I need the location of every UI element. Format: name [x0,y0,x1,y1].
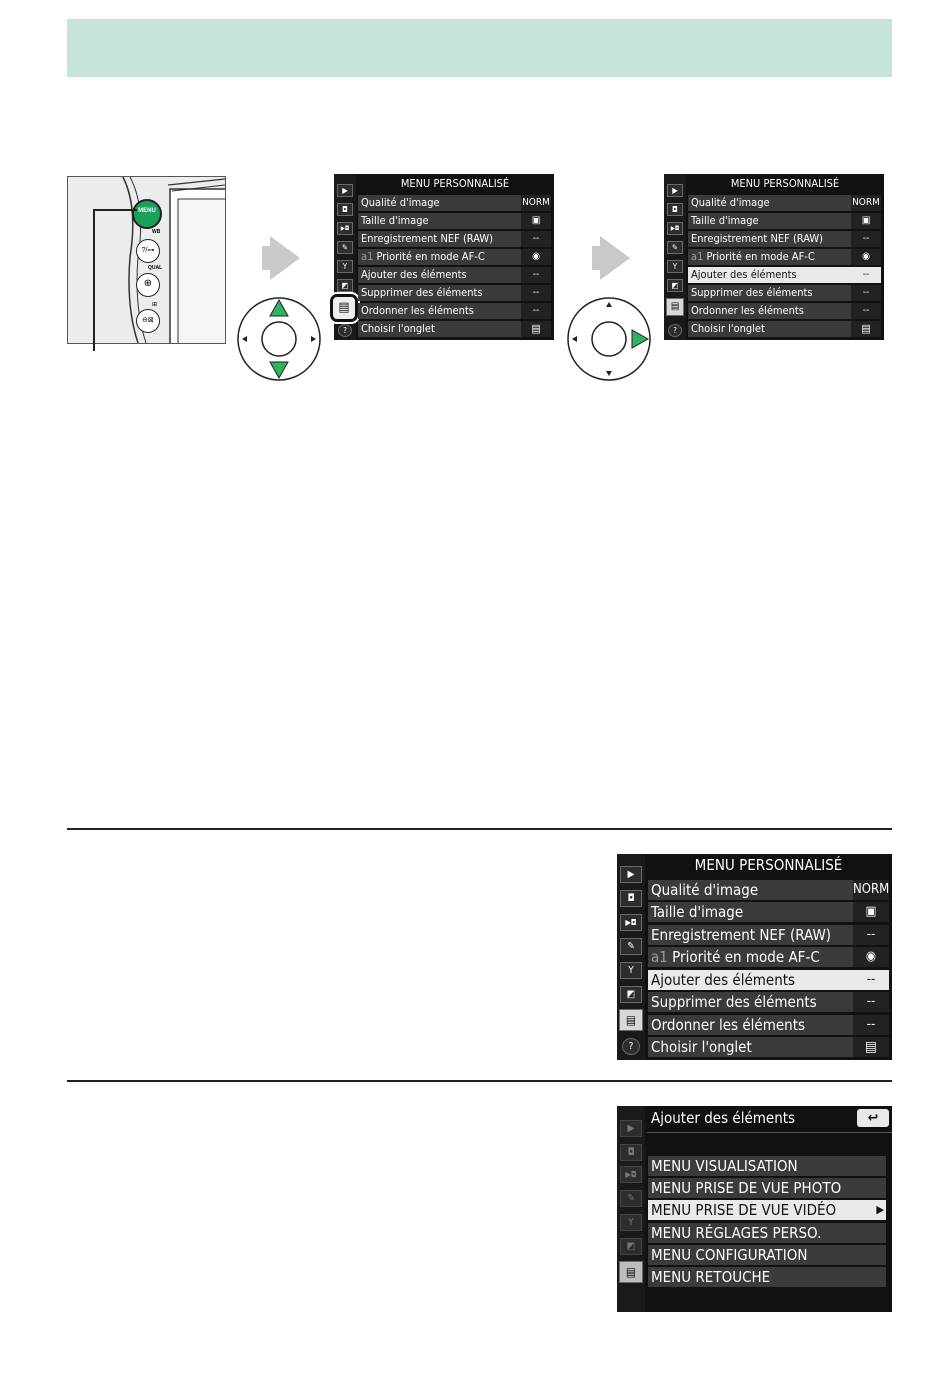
menu-row-nef-recording[interactable] [688,231,881,247]
row-label: MENU PRISE DE VUE PHOTO [651,1179,842,1197]
menu-row-image-size[interactable] [358,213,551,229]
menu-row-rank-items[interactable] [688,303,881,319]
afc-priority-icon: ◉ [851,249,881,265]
leader-line-horizontal [93,209,137,211]
row-label: Ordonner les éléments [651,1016,806,1034]
row-label: Ajouter des éléments [691,268,797,281]
menu-row-nef-recording[interactable] [648,925,889,945]
add-item-movie-shooting-menu-selected[interactable] [648,1200,886,1220]
row-value: -- [851,303,881,319]
row-label: Taille d'image [361,214,429,227]
my-menu-tab-icon[interactable]: ▤ [619,1009,643,1031]
row-label: Supprimer des éléments [691,286,813,299]
photo-tab-icon[interactable]: ◘ [337,203,353,216]
retouch-tab-icon[interactable]: ◩ [620,986,642,1003]
custom-settings-tab-icon[interactable]: ✎ [337,241,353,254]
row-value: NORM [853,880,889,900]
add-item-setup-menu[interactable] [648,1245,886,1265]
menu-screen-2 [664,174,884,340]
menu-screen-3 [617,854,892,1060]
row-label: Priorité en mode AF-C [672,948,820,966]
row-prefix: a1 [651,948,668,966]
menu-row-choose-tab[interactable] [648,1037,889,1057]
row-label: Qualité d'image [361,196,440,209]
afc-priority-icon: ◉ [853,947,889,967]
menu-row-image-quality[interactable] [688,195,881,211]
photo-tab-icon[interactable]: ◘ [667,203,683,216]
row-value: -- [521,231,551,247]
section-divider-2 [67,1080,892,1082]
add-items-screen [617,1106,892,1312]
add-item-photo-shooting-menu[interactable] [648,1178,886,1198]
arrow-1-icon [270,236,300,280]
section-divider-1 [67,828,892,830]
row-value: -- [851,231,881,247]
movie-tab-icon[interactable]: ▶◘ [620,1166,642,1183]
menu-title: MENU PERSONNALISÉ [730,177,840,190]
choose-tab-icon: ▤ [521,321,551,337]
row-label: Choisir l'onglet [651,1038,752,1056]
afc-priority-icon: ◉ [521,249,551,265]
movie-tab-icon[interactable]: ▶◘ [620,914,642,931]
menu-row-image-size[interactable] [648,902,889,922]
protect-help-label: ?/⊶ [141,247,155,254]
menu-row-nef-recording[interactable] [358,231,551,247]
movie-tab-icon[interactable]: ▶◘ [337,222,353,235]
qual-label: QUAL [148,265,163,271]
retouch-tab-icon[interactable]: ◩ [620,1238,642,1255]
row-value: -- [851,285,881,301]
row-label: MENU RETOUCHE [651,1268,771,1286]
menu-button-label: MENU [138,208,156,214]
help-icon[interactable]: ? [622,1038,640,1055]
menu-row-add-items-selected[interactable] [648,970,889,990]
menu-row-remove-items[interactable] [648,992,889,1012]
menu-row-choose-tab[interactable] [688,321,881,337]
menu-row-add-items[interactable] [358,267,551,283]
row-prefix: a1 [361,250,374,263]
add-item-playback-menu[interactable] [648,1156,886,1176]
row-label: Taille d'image [691,214,759,227]
row-label: Supprimer des éléments [651,993,817,1011]
help-icon[interactable]: ? [668,324,682,337]
setup-tab-icon[interactable]: Y [667,260,683,273]
image-size-icon: ▣ [521,213,551,229]
add-item-custom-settings-menu[interactable] [648,1223,886,1243]
row-value: -- [521,303,551,319]
submenu-arrow-icon: ▶ [876,1203,884,1216]
row-label: Ordonner les éléments [691,304,804,317]
custom-settings-tab-icon[interactable]: ✎ [620,1190,642,1207]
help-icon[interactable]: ? [338,324,352,337]
menu-row-afc-priority[interactable] [688,249,881,265]
multi-selector-up-down-icon [236,296,322,382]
image-size-icon: ▣ [851,213,881,229]
camera-back-illustration [67,176,226,344]
row-label: Ordonner les éléments [361,304,474,317]
row-label: Taille d'image [651,903,744,921]
menu-row-choose-tab[interactable] [358,321,551,337]
title-underline [647,1132,892,1133]
retouch-tab-icon[interactable]: ◩ [337,279,353,292]
row-label: MENU RÉGLAGES PERSO. [651,1224,822,1242]
menu-title: MENU PERSONNALISÉ [694,856,843,874]
row-label: Qualité d'image [691,196,770,209]
back-button[interactable]: ↩ [857,1109,889,1127]
row-label: Choisir l'onglet [691,322,765,335]
my-menu-tab-icon-highlighted[interactable]: ▤ [330,294,358,322]
arrow-2-icon [600,236,630,280]
row-prefix: a1 [691,250,704,263]
choose-tab-icon: ▤ [851,321,881,337]
menu-row-image-size[interactable] [688,213,881,229]
add-items-title: Ajouter des éléments [651,1109,796,1127]
wb-label: WB [152,229,161,235]
menu-row-image-quality[interactable] [648,880,889,900]
row-label: Choisir l'onglet [361,322,435,335]
playback-tab-icon[interactable]: ▶ [620,866,642,883]
movie-tab-icon[interactable]: ▶◘ [667,222,683,235]
setup-tab-icon[interactable]: Y [620,1214,642,1231]
custom-settings-tab-icon[interactable]: ✎ [620,938,642,955]
row-value: NORM [521,195,551,211]
row-label: MENU VISUALISATION [651,1157,798,1175]
row-label: Priorité en mode AF-C [706,250,815,263]
row-label: Qualité d'image [651,881,759,899]
row-value: -- [853,992,889,1012]
row-label: Priorité en mode AF-C [376,250,485,263]
image-size-icon: ▣ [853,902,889,922]
menu-row-remove-items[interactable] [358,285,551,301]
row-value: -- [853,1015,889,1035]
row-label: Supprimer des éléments [361,286,483,299]
row-value: -- [853,925,889,945]
row-label: MENU CONFIGURATION [651,1246,808,1264]
my-menu-tab-icon[interactable]: ▤ [666,298,684,316]
playback-tab-icon[interactable]: ▶ [620,1120,642,1137]
leader-line-vertical [93,209,95,351]
setup-tab-icon[interactable]: Y [620,962,642,979]
row-label: Enregistrement NEF (RAW) [691,232,824,245]
menu-button-highlight [132,199,162,229]
zoom-in-label: ⊕ [143,278,153,289]
row-label: Ajouter des éléments [361,268,467,281]
row-value: NORM [851,195,881,211]
add-item-retouch-menu[interactable] [648,1267,886,1287]
row-value: -- [853,970,889,990]
retouch-tab-icon[interactable]: ◩ [667,279,683,292]
photo-tab-icon[interactable]: ◘ [620,1144,642,1161]
row-label: MENU PRISE DE VUE VIDÉO [651,1201,837,1219]
menu-row-afc-priority[interactable] [648,947,889,967]
playback-tab-icon[interactable]: ▶ [667,184,683,197]
row-value: -- [521,285,551,301]
zoom-out-label: ⊖⊠ [142,317,154,324]
menu-row-rank-items[interactable] [648,1015,889,1035]
row-label: Ajouter des éléments [651,971,796,989]
menu-row-remove-items[interactable] [688,285,881,301]
menu-screen-1 [334,174,554,340]
menu-row-image-quality[interactable] [358,195,551,211]
menu-title: MENU PERSONNALISÉ [400,177,510,190]
grid-label: ⊞ [152,302,158,308]
row-value: -- [851,267,881,283]
row-label: Enregistrement NEF (RAW) [651,926,832,944]
playback-tab-icon[interactable]: ▶ [337,184,353,197]
my-menu-tab-icon[interactable]: ▤ [619,1261,643,1283]
row-value: -- [521,267,551,283]
header-band [67,19,892,77]
custom-settings-tab-icon[interactable]: ✎ [667,241,683,254]
photo-tab-icon[interactable]: ◘ [620,890,642,907]
row-label: Enregistrement NEF (RAW) [361,232,494,245]
multi-selector-right-icon [566,296,652,382]
menu-row-afc-priority[interactable] [358,249,551,265]
setup-tab-icon[interactable]: Y [337,260,353,273]
choose-tab-icon: ▤ [853,1037,889,1057]
menu-row-add-items-selected[interactable] [688,267,881,283]
menu-row-rank-items[interactable] [358,303,551,319]
